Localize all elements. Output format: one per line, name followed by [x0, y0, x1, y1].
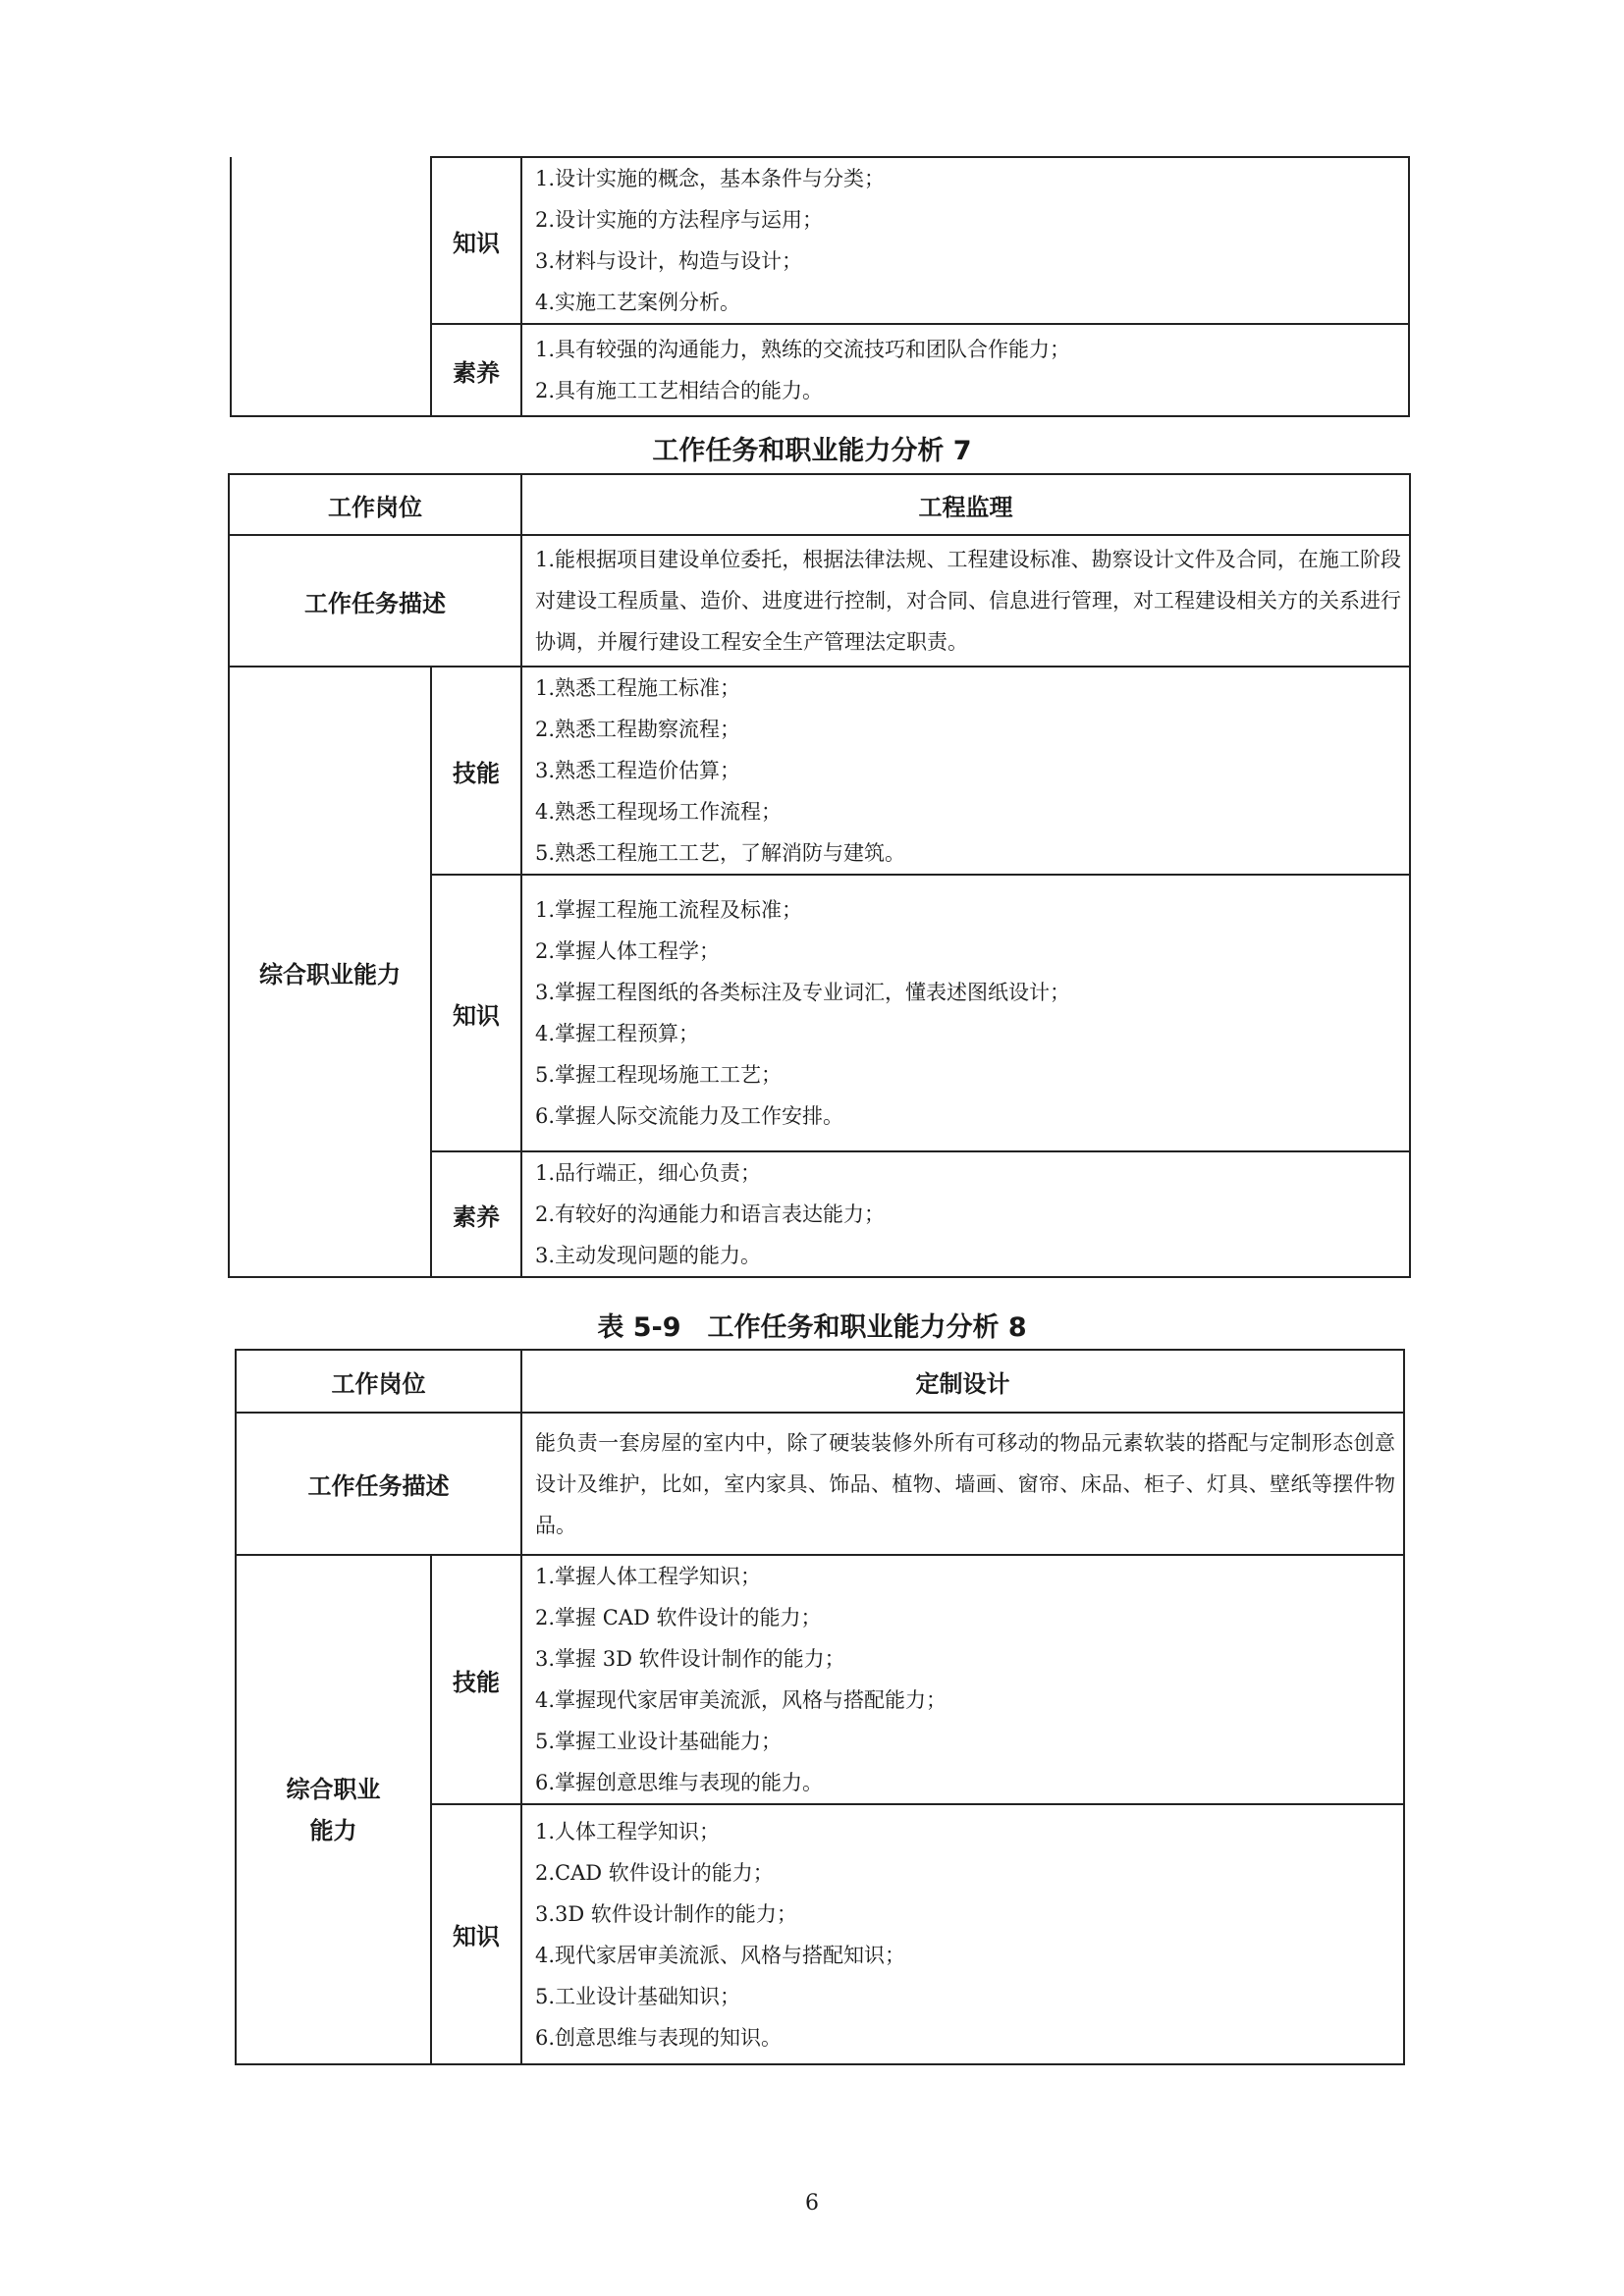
list-item: 1.人体工程学知识；	[535, 1819, 721, 1843]
knowledge-cell	[521, 157, 1409, 324]
list-item: 2.具有施工工艺相结合的能力。	[535, 379, 824, 402]
list-item: 5.掌握工业设计基础能力；	[535, 1730, 783, 1753]
knowledge-list	[522, 889, 1409, 1137]
ability-label-line1: 综合职业	[286, 1775, 381, 1803]
list-item: 1.具有较强的沟通能力，熟练的交流技巧和团队合作能力；	[535, 338, 1071, 361]
list-item: 1.设计实施的概念，基本条件与分类；	[535, 167, 886, 190]
list-item: 5.工业设计基础知识；	[535, 1984, 741, 2008]
list-item: 1.掌握人体工程学知识；	[535, 1565, 762, 1588]
table7	[228, 473, 1411, 1278]
skill-list	[522, 667, 1409, 874]
task-label: 工作任务描述	[229, 535, 521, 667]
post-label: 工作岗位	[229, 474, 521, 535]
ability-label	[236, 1555, 431, 2064]
quality-list	[522, 329, 1408, 411]
list-item: 2.设计实施的方法程序与运用；	[535, 208, 824, 232]
list-item: 5.熟悉工程施工工艺，了解消防与建筑。	[535, 841, 906, 865]
knowledge-cell	[521, 875, 1410, 1151]
list-item: 1.品行端正，细心负责；	[535, 1161, 762, 1185]
table-continued	[230, 156, 1410, 417]
ability-label-cell	[231, 157, 431, 416]
skill-cell	[521, 1555, 1404, 1804]
skill-list	[522, 1556, 1403, 1803]
skill-cell	[521, 667, 1410, 875]
page-number: 6	[805, 2191, 819, 2216]
knowledge-label: 知识	[431, 1804, 521, 2064]
list-item: 3.熟悉工程造价估算；	[535, 759, 741, 782]
skill-label: 技能	[431, 1555, 521, 1804]
list-item: 3.主动发现问题的能力。	[535, 1244, 762, 1267]
task-cell	[521, 1413, 1404, 1555]
list-item: 3.掌握工程图纸的各类标注及专业词汇，懂表述图纸设计；	[535, 981, 1071, 1004]
list-item: 2.CAD 软件设计的能力；	[535, 1860, 774, 1885]
list-item: 4.熟悉工程现场工作流程；	[535, 800, 783, 824]
list-item: 1.掌握工程施工流程及标准；	[535, 898, 803, 922]
knowledge-label: 知识	[431, 875, 521, 1151]
post-value: 定制设计	[521, 1350, 1404, 1413]
list-item: 6.掌握创意思维与表现的能力。	[535, 1771, 824, 1794]
knowledge-list	[522, 158, 1408, 323]
table8	[235, 1349, 1405, 2065]
task-description: 1.能根据项目建设单位委托，根据法律法规、工程建设标准、勘察设计文件及合同，在施工阶段对建设工程质量、造价、进度进行控制，对合同、信息进行管理，对工程建设相关方的关系进行协调，并履行建设工程安全生产管理法定职责。	[535, 548, 1401, 654]
skill-label: 技能	[431, 667, 521, 875]
post-value: 工程监理	[521, 474, 1410, 535]
list-item: 2.熟悉工程勘察流程；	[535, 718, 741, 741]
list-item: 2.有较好的沟通能力和语言表达能力；	[535, 1202, 886, 1226]
list-item: 4.掌握现代家居审美流派，风格与搭配能力；	[535, 1688, 947, 1712]
post-label: 工作岗位	[236, 1350, 521, 1413]
ability-label-line2: 能力	[309, 1816, 357, 1844]
quality-cell	[521, 324, 1409, 416]
task-cell	[521, 535, 1410, 667]
list-item: 4.掌握工程预算；	[535, 1022, 700, 1045]
list-item: 3.材料与设计，构造与设计；	[535, 249, 803, 273]
quality-cell	[521, 1151, 1410, 1277]
list-item: 3.掌握 3D 软件设计制作的能力；	[535, 1647, 845, 1671]
list-item: 2.掌握人体工程学；	[535, 939, 721, 963]
task-description: 能负责一套房屋的室内中，除了硬装装修外所有可移动的物品元素软装的搭配与定制形态创意设计及维护，比如，室内家具、饰品、植物、墙画、窗帘、床品、柜子、灯具、壁纸等摆件物品。	[535, 1430, 1395, 1537]
table7-caption: 工作任务和职业能力分析 7	[652, 436, 972, 466]
ability-label: 综合职业能力	[229, 667, 431, 1277]
list-item: 4.实施工艺案例分析。	[535, 291, 741, 314]
list-item: 3.3D 软件设计制作的能力；	[535, 1901, 797, 1926]
list-item: 5.掌握工程现场施工工艺；	[535, 1063, 783, 1087]
knowledge-label: 知识	[431, 157, 521, 324]
task-label: 工作任务描述	[236, 1413, 521, 1555]
knowledge-list	[522, 1811, 1403, 2058]
knowledge-cell	[521, 1804, 1404, 2064]
list-item: 6.掌握人际交流能力及工作安排。	[535, 1104, 844, 1128]
list-item: 2.掌握 CAD 软件设计的能力；	[535, 1606, 822, 1629]
list-item: 1.熟悉工程施工标准；	[535, 676, 741, 700]
quality-list	[522, 1152, 1409, 1276]
table8-caption: 表 5-9 工作任务和职业能力分析 8	[597, 1312, 1027, 1343]
quality-label: 素养	[431, 324, 521, 416]
list-item: 6.创意思维与表现的知识。	[535, 2025, 783, 2050]
quality-label: 素养	[431, 1151, 521, 1277]
list-item: 4.现代家居审美流派、风格与搭配知识；	[535, 1943, 906, 1967]
